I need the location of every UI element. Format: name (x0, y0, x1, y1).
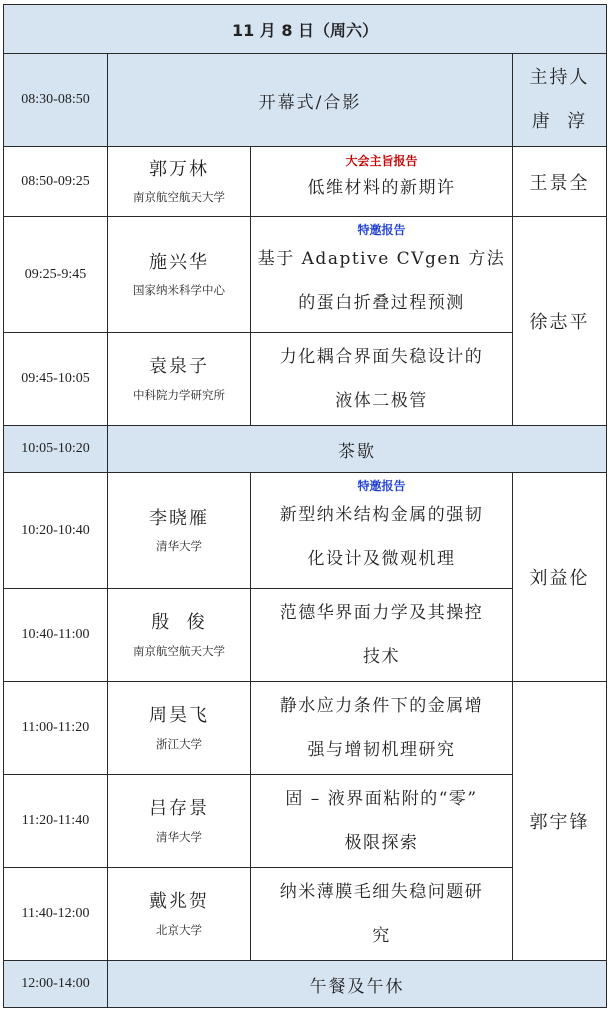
break-row (4, 426, 607, 473)
lunch-row (4, 961, 607, 1008)
time-cell: 11:00-11:20 (4, 682, 108, 775)
talk-cell (251, 775, 513, 868)
talk-title-line: 技术 (363, 647, 400, 667)
time-cell: 11:40-12:00 (4, 868, 108, 961)
speaker-cell (108, 147, 251, 217)
opening-host (513, 54, 607, 147)
talk-cell (251, 682, 513, 775)
speaker-cell (108, 217, 251, 333)
talk-title-line: 极限探索 (344, 833, 419, 853)
talk-title-line: 究 (372, 926, 391, 946)
talk-cell (251, 217, 513, 333)
speaker-affiliation: 南京航空航天大学 (133, 643, 225, 658)
time-cell: 09:25-9:45 (4, 217, 108, 333)
date-header-row (4, 5, 607, 54)
schedule-table (3, 4, 607, 1008)
lunch-label: 午餐及午休 (108, 961, 607, 1008)
time-cell: 10:20-10:40 (4, 473, 108, 589)
speaker-name: 周昊飞 (149, 705, 209, 727)
time-cell: 08:50-09:25 (4, 147, 108, 217)
time-cell: 10:40-11:00 (4, 589, 108, 682)
talk-title-line: 化设计及微观机理 (307, 549, 456, 570)
speaker-cell (108, 589, 251, 682)
break-label: 茶歇 (108, 426, 607, 473)
talk-title-line: 固 – 液界面粘附的“零” (285, 789, 478, 809)
host-cell: 郭宇锋 (513, 682, 607, 961)
speaker-name: 施兴华 (149, 251, 209, 273)
date-header: 11 月 8 日（周六） (4, 5, 607, 54)
session-row (4, 473, 607, 589)
speaker-name: 袁泉子 (149, 356, 209, 378)
speaker-cell (108, 775, 251, 868)
talk-title-line: 力化耦合界面失稳设计的 (279, 347, 484, 367)
talk-title-line: 基于 Adaptive CVgen 方法 (257, 249, 506, 270)
speaker-affiliation: 中科院力学研究所 (133, 387, 225, 402)
talk-cell (251, 333, 513, 426)
speaker-affiliation: 南京航空航天大学 (133, 190, 225, 205)
time-cell: 10:05-10:20 (4, 426, 108, 473)
speaker-cell (108, 473, 251, 589)
opening-row (4, 54, 607, 147)
talk-title-line: 低维材料的新期许 (307, 178, 456, 199)
opening-title: 开幕式/合影 (108, 54, 513, 147)
speaker-affiliation: 北京大学 (156, 922, 202, 937)
time-cell: 08:30-08:50 (4, 54, 108, 147)
host-name: 唐 淳 (531, 111, 588, 132)
host-label: 主持人 (529, 67, 590, 88)
speaker-name: 殷 俊 (151, 612, 207, 634)
time-cell: 11:20-11:40 (4, 775, 108, 868)
talk-title-line: 液体二极管 (335, 391, 428, 411)
speaker-name: 戴兆贺 (149, 891, 209, 913)
talk-tag: 特邀报告 (357, 478, 406, 493)
talk-cell (251, 589, 513, 682)
talk-cell (251, 473, 513, 589)
speaker-name: 吕存景 (149, 798, 209, 820)
talk-title-line: 强与增韧机理研究 (307, 740, 456, 760)
session-row (4, 682, 607, 775)
talk-title-line: 静水应力条件下的金属增 (279, 696, 484, 716)
session-row (4, 217, 607, 333)
host-cell: 刘益伦 (513, 473, 607, 682)
speaker-name: 郭万林 (149, 158, 209, 180)
speaker-affiliation: 浙江大学 (156, 736, 202, 751)
speaker-affiliation: 清华大学 (156, 829, 202, 844)
talk-cell (251, 868, 513, 961)
talk-tag: 大会主旨报告 (345, 153, 418, 168)
time-cell: 09:45-10:05 (4, 333, 108, 426)
talk-title-line: 的蛋白折叠过程预测 (298, 293, 465, 314)
talk-tag: 特邀报告 (357, 222, 406, 237)
talk-cell (251, 147, 513, 217)
session-row (4, 147, 607, 217)
speaker-name: 李晓雁 (149, 507, 209, 529)
host-cell: 王景全 (513, 147, 607, 217)
speaker-cell (108, 682, 251, 775)
talk-title-line: 范德华界面力学及其操控 (279, 603, 484, 623)
speaker-cell (108, 868, 251, 961)
time-cell: 12:00-14:00 (4, 961, 108, 1008)
speaker-affiliation: 清华大学 (156, 539, 202, 554)
talk-title-line: 纳米薄膜毛细失稳问题研 (279, 882, 484, 902)
talk-title-line: 新型纳米结构金属的强韧 (279, 505, 484, 526)
host-cell: 徐志平 (513, 217, 607, 426)
speaker-cell (108, 333, 251, 426)
speaker-affiliation: 国家纳米科学中心 (133, 283, 225, 298)
